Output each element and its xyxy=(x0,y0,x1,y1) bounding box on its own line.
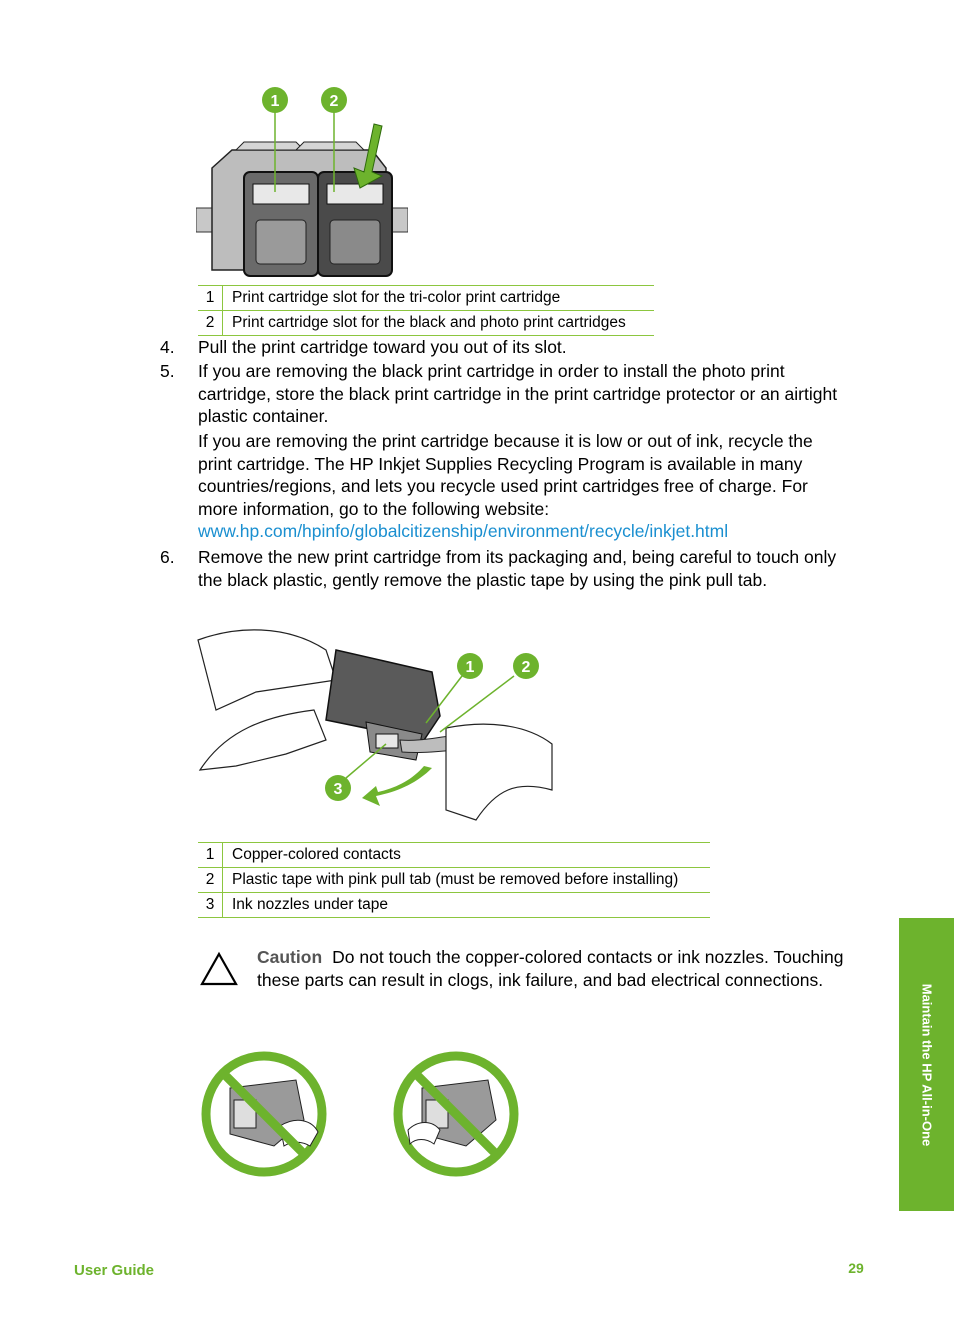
legend-row xyxy=(198,286,654,311)
legend-text: Print cartridge slot for the tri-color print cartridge xyxy=(223,286,655,311)
legend-text: Ink nozzles under tape xyxy=(223,893,711,918)
footer-title: User Guide xyxy=(74,1262,155,1279)
caution-label: Caution xyxy=(257,947,323,967)
legend-row xyxy=(198,843,710,868)
do-not-touch-contacts-icon xyxy=(200,1050,328,1178)
figure1-callout-2-label: 2 xyxy=(329,93,339,110)
figure2-callout-1-label: 1 xyxy=(465,659,475,676)
legend-text: Plastic tape with pink pull tab (must be removed before installing) xyxy=(223,868,711,893)
legend-num: 2 xyxy=(198,311,223,336)
step-text: Remove the new print cartridge from its packaging and, being careful to touch only the black plastic, gently remove the plastic tape by using the pink pull tab. xyxy=(198,547,837,590)
page-number: 29 xyxy=(848,1260,864,1276)
figure2-legend xyxy=(198,842,710,918)
caution-note xyxy=(257,946,847,991)
legend-num: 1 xyxy=(198,286,223,311)
figure2-callout-2-label: 2 xyxy=(521,659,531,676)
step-text: Pull the print cartridge toward you out of its slot. xyxy=(198,337,567,357)
step-text: If you are removing the black print cartridge in order to install the photo print cartridge, store the black print cartridge in the print cartridge protector or an airtight plastic container. xyxy=(198,361,838,426)
figure1-legend xyxy=(198,285,654,336)
legend-row xyxy=(198,893,710,918)
legend-row xyxy=(198,311,654,336)
do-not-touch-nozzles-icon xyxy=(392,1050,520,1178)
figure1-callout-1-label: 1 xyxy=(270,93,280,110)
chapter-side-tab-label: Maintain the HP All-in-One xyxy=(919,983,934,1146)
step-number: 5. xyxy=(160,361,175,381)
remove-tape-illustration xyxy=(196,620,556,834)
legend-text: Print cartridge slot for the black and photo print cartridges xyxy=(223,311,655,336)
caution-icon xyxy=(199,951,239,987)
chapter-side-tab xyxy=(899,918,954,1211)
legend-row xyxy=(198,868,710,893)
step-5-paragraph: If you are removing the print cartridge because it is low or out of ink, recycle the print cartridge. The HP Inkjet Supplies Recycling Program is available in many countries/regions, and lets you recycle used print cartridges free of charge. For more information, go to the following website: xyxy=(198,431,813,519)
caution-text: Do not touch the copper-colored contacts or ink nozzles. Touching these parts can result in clogs, ink failure, and bad electrical connections. xyxy=(257,947,844,990)
step-number: 6. xyxy=(160,547,175,567)
legend-text: Copper-colored contacts xyxy=(223,843,711,868)
print-carriage-illustration xyxy=(196,80,408,280)
step-number: 4. xyxy=(160,337,175,357)
legend-num: 3 xyxy=(198,893,223,918)
legend-num: 2 xyxy=(198,868,223,893)
legend-num: 1 xyxy=(198,843,223,868)
figure2-callout-3-label: 3 xyxy=(333,781,343,798)
recycling-link[interactable]: www.hp.com/hpinfo/globalcitizenship/environment/recycle/inkjet.html xyxy=(198,521,729,541)
